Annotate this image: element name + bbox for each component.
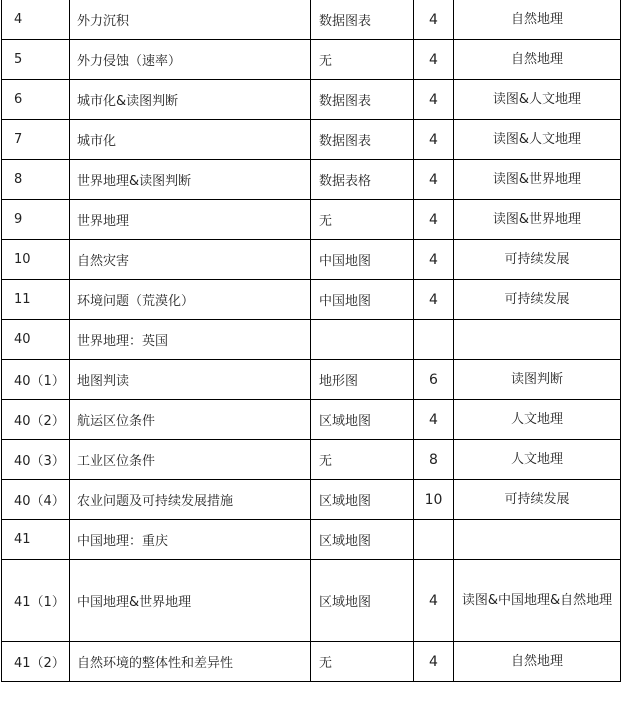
category: 自然地理 <box>454 40 621 80</box>
question-topic: 世界地理&读图判断 <box>70 160 311 200</box>
question-topic: 自然环境的整体性和差异性 <box>70 642 311 682</box>
question-topic: 外力侵蚀（速率） <box>70 40 311 80</box>
category: 人文地理 <box>454 400 621 440</box>
question-number: 40（4） <box>2 480 70 520</box>
table-row <box>2 120 621 160</box>
material-type: 区域地图 <box>311 480 414 520</box>
score: 4 <box>414 80 454 120</box>
category <box>454 520 621 560</box>
category: 读图&人文地理 <box>454 120 621 160</box>
question-topic: 城市化 <box>70 120 311 160</box>
score: 4 <box>414 240 454 280</box>
material-type: 无 <box>311 440 414 480</box>
table-row <box>2 40 621 80</box>
table-row <box>2 320 621 360</box>
material-type: 数据表格 <box>311 160 414 200</box>
score: 6 <box>414 360 454 400</box>
material-type <box>311 320 414 360</box>
category: 读图&世界地理 <box>454 200 621 240</box>
question-topic: 中国地理&世界地理 <box>70 560 311 642</box>
score: 8 <box>414 440 454 480</box>
question-topic: 世界地理 <box>70 200 311 240</box>
question-number: 7 <box>2 120 70 160</box>
category: 读图&人文地理 <box>454 80 621 120</box>
score <box>414 520 454 560</box>
table-row <box>2 440 621 480</box>
material-type: 数据图表 <box>311 80 414 120</box>
table-row <box>2 360 621 400</box>
question-topic: 世界地理：英国 <box>70 320 311 360</box>
material-type: 中国地图 <box>311 280 414 320</box>
score: 4 <box>414 40 454 80</box>
question-topic: 自然灾害 <box>70 240 311 280</box>
score: 4 <box>414 120 454 160</box>
table-row <box>2 280 621 320</box>
table-row <box>2 0 621 40</box>
question-topic: 航运区位条件 <box>70 400 311 440</box>
exam-analysis-table <box>1 0 621 682</box>
table-row <box>2 520 621 560</box>
table-row <box>2 80 621 120</box>
question-number: 40 <box>2 320 70 360</box>
score: 10 <box>414 480 454 520</box>
table-row <box>2 200 621 240</box>
table-row <box>2 480 621 520</box>
score: 4 <box>414 0 454 40</box>
question-number: 40（3） <box>2 440 70 480</box>
question-number: 41 <box>2 520 70 560</box>
category: 读图判断 <box>454 360 621 400</box>
question-topic: 工业区位条件 <box>70 440 311 480</box>
question-number: 8 <box>2 160 70 200</box>
score <box>414 320 454 360</box>
question-topic: 城市化&读图判断 <box>70 80 311 120</box>
category: 人文地理 <box>454 440 621 480</box>
score: 4 <box>414 560 454 642</box>
question-number: 40（1） <box>2 360 70 400</box>
question-number: 9 <box>2 200 70 240</box>
material-type: 数据图表 <box>311 120 414 160</box>
material-type: 无 <box>311 40 414 80</box>
score: 4 <box>414 400 454 440</box>
question-number: 10 <box>2 240 70 280</box>
category: 自然地理 <box>454 0 621 40</box>
category: 可持续发展 <box>454 280 621 320</box>
category: 读图&中国地理&自然地理 <box>454 560 621 642</box>
table-row <box>2 400 621 440</box>
score: 4 <box>414 280 454 320</box>
question-number: 11 <box>2 280 70 320</box>
question-topic: 农业问题及可持续发展措施 <box>70 480 311 520</box>
question-topic: 中国地理：重庆 <box>70 520 311 560</box>
table-row <box>2 160 621 200</box>
material-type: 区域地图 <box>311 400 414 440</box>
material-type: 中国地图 <box>311 240 414 280</box>
question-topic: 外力沉积 <box>70 0 311 40</box>
table-row <box>2 642 621 682</box>
table-row <box>2 560 621 642</box>
question-number: 41（1） <box>2 560 70 642</box>
score: 4 <box>414 642 454 682</box>
material-type: 数据图表 <box>311 0 414 40</box>
category: 可持续发展 <box>454 240 621 280</box>
table-body <box>2 0 621 682</box>
question-topic: 地图判读 <box>70 360 311 400</box>
material-type: 无 <box>311 642 414 682</box>
question-number: 5 <box>2 40 70 80</box>
material-type: 区域地图 <box>311 520 414 560</box>
question-number: 6 <box>2 80 70 120</box>
material-type: 区域地图 <box>311 560 414 642</box>
category: 可持续发展 <box>454 480 621 520</box>
question-number: 41（2） <box>2 642 70 682</box>
category <box>454 320 621 360</box>
table-row <box>2 240 621 280</box>
score: 4 <box>414 200 454 240</box>
material-type: 地形图 <box>311 360 414 400</box>
question-number: 40（2） <box>2 400 70 440</box>
category: 自然地理 <box>454 642 621 682</box>
category: 读图&世界地理 <box>454 160 621 200</box>
material-type: 无 <box>311 200 414 240</box>
question-number: 4 <box>2 0 70 40</box>
question-topic: 环境问题（荒漠化） <box>70 280 311 320</box>
score: 4 <box>414 160 454 200</box>
